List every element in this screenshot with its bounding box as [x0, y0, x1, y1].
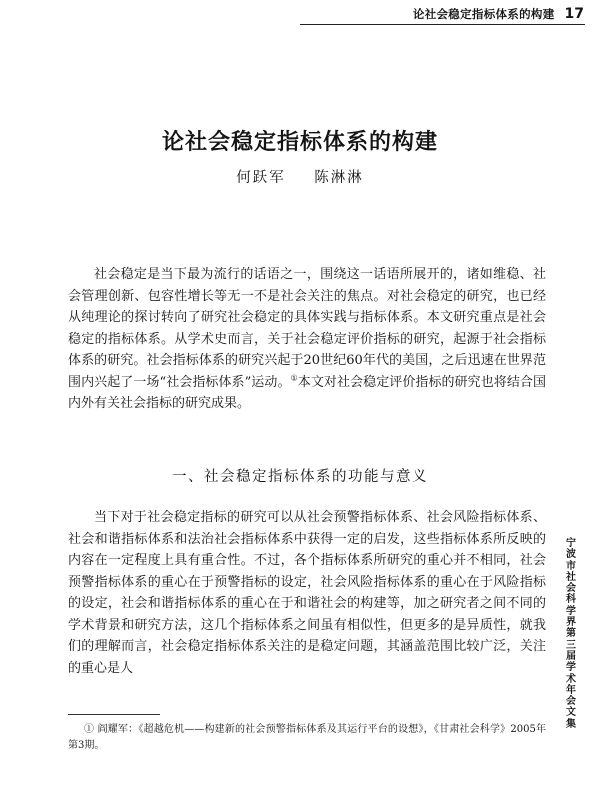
- intro-text-after: 本文对社会稳定评价指标的研究也将结合国内外有关社会指标的研究成果。: [68, 374, 547, 411]
- footnote: [68, 722, 546, 754]
- header-rule: [300, 24, 585, 25]
- intro-paragraph: [68, 264, 546, 415]
- footnote-reference[interactable]: ①: [290, 373, 298, 383]
- running-title: 论社会稳定指标体系的构建: [412, 7, 555, 21]
- footnote-text: 阎耀军：《超越危机——构建新的社会预警指标体系及其运行平台的设想》，《甘肃社会科学》2005年第3期。: [68, 724, 547, 751]
- footnote-rule: [68, 714, 160, 715]
- running-header: [300, 6, 584, 24]
- article-authors: 何跃军 陈淋淋: [236, 170, 364, 186]
- side-label: 宁波市社会科学界第三届学术年会文集: [566, 538, 576, 730]
- page-number: 17: [564, 6, 584, 22]
- footnote-marker: ①: [84, 724, 95, 735]
- section-paragraph: 当下对于社会稳定指标的研究可以从社会预警指标体系、社会风险指标体系、社会和谐指标体系和法治社会指标体系中获得一定的启发，这些指标体系所反映的内容在一定程度上具有重合性。不过，各个指标体系所研究的重心并不相同，社会预警指标体系的重心在于预警指标的设定，社会风险指标体系的重心在于风险指标的设定，社会和谐指标体系的重心在于和谐社会的构建等，加之研究者之间不同的学术背景和研究方法，这几个指标体系之间虽有相似性，但更多的是异质性，就我们的理解而言，社会稳定指标体系关注的是稳定问题，其涵盖范围比较广泛，关注的重心是人: [68, 510, 546, 676]
- article-title: 论社会稳定指标体系的构建: [161, 129, 438, 155]
- section-heading: 一、社会稳定指标体系的功能与意义: [172, 469, 428, 485]
- intro-text: 社会稳定是当下最为流行的话语之一，围绕这一话语所展开的，诸如维稳、社会管理创新、包容性增长等无一不是社会关注的焦点。对社会稳定的研究，也已经从纯理论的探讨转向了研究社会稳定的具体实践与指标体系。本文研究重点是社会稳定的指标体系。从学术史而言，关于社会稳定评价指标的研究，起源于社会指标体系的研究。社会指标体系的研究兴起于20世纪60年代的美国，之后迅速在世界范围内兴起了一场“社会指标体系”运动。: [68, 267, 546, 390]
